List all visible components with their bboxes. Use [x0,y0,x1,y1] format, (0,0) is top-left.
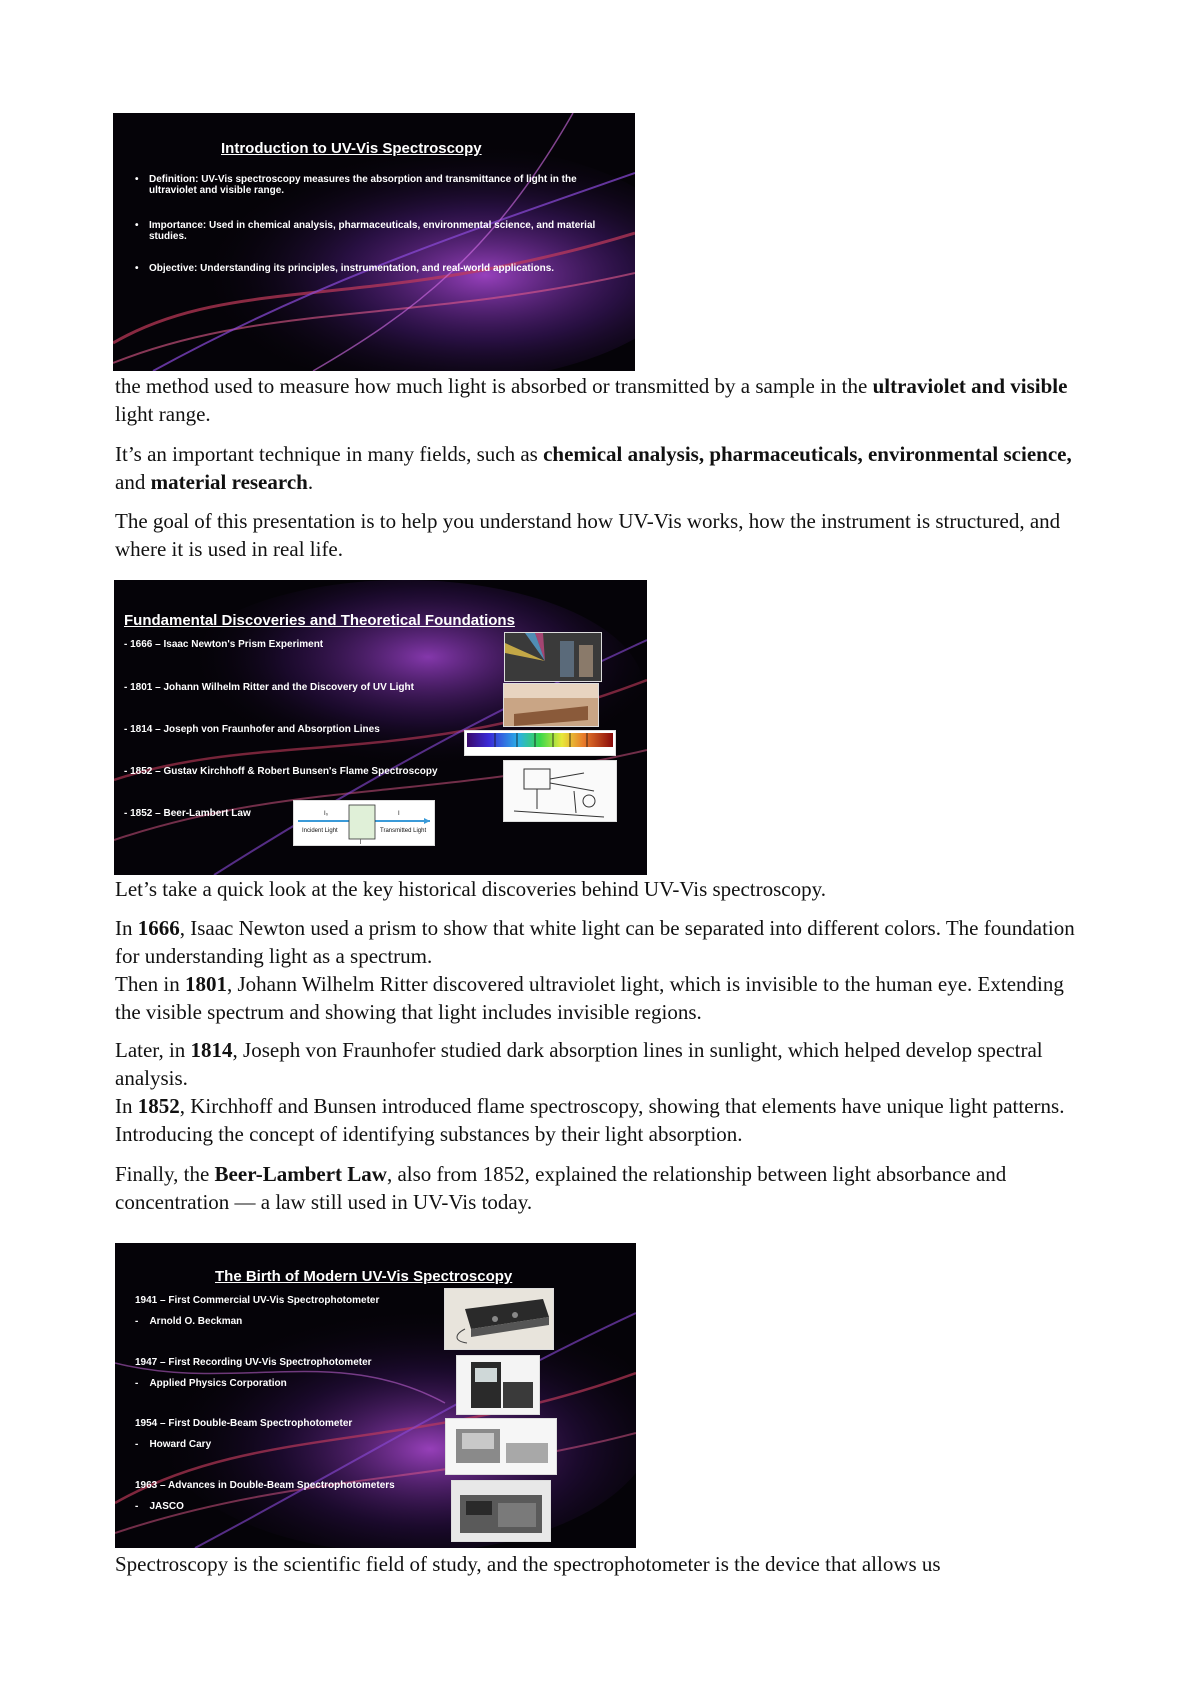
absorption-spectrum-image [464,730,616,756]
paragraph: Later, in 1814, Joseph von Fraunhofer studied dark absorption lines in sunlight, which helped develop spectral analysis. In 1852, Kirchhoff and Bunsen introduced flame spectroscopy, showing that elements have unique light patterns. Introducing the concept of identifying substances by their light absorption. [115,1038,1065,1146]
timeline-item-heading: 1947 – First Recording UV-Vis Spectrophotometer [135,1357,372,1368]
timeline-item: - 1852 – Beer-Lambert Law [124,808,251,819]
timeline-item-sub: - Arnold O. Beckman [135,1316,243,1327]
recording-spectrophotometer-photo [456,1355,540,1415]
slide-bullet: • Importance: Used in chemical analysis, pharmaceuticals, environmental science, and material studies. [135,220,596,242]
beckman-spectrophotometer-photo [444,1288,554,1350]
diagram-label-i: I [398,811,400,817]
slide-discoveries-image [114,580,647,875]
slide-title: Introduction to UV-Vis Spectroscopy [221,140,482,157]
slide-intro-image [113,113,635,371]
slide-bullet: • Definition: UV-Vis spectroscopy measures the absorption and transmittance of light in the ultraviolet and visible range. [135,174,577,196]
timeline-item: - 1852 – Gustav Kirchhoff & Robert Bunsen's Flame Spectroscopy [124,766,438,777]
paragraph: Spectroscopy is the scientific field of study, and the spectrophotometer is the device that allows us [115,1552,941,1576]
slide-title: Fundamental Discoveries and Theoretical Foundations [124,612,515,629]
paragraph: The goal of this presentation is to help you understand how UV-Vis works, how the instrument is structured, and where it is used in real life. [115,509,1061,561]
timeline-item-sub: - Applied Physics Corporation [135,1378,287,1389]
diagram-label-l: l [360,840,362,846]
cary-spectrophotometer-photo [445,1418,557,1475]
timeline-item-sub: - JASCO [135,1501,184,1512]
timeline-item-heading: 1941 – First Commercial UV-Vis Spectrophotometer [135,1295,380,1306]
diagram-label-transmitted: Transmitted Light [380,828,427,834]
slide-modern-uvvis-image [115,1243,636,1548]
timeline-item: - 1801 – Johann Wilhelm Ritter and the Discovery of UV Light [124,682,414,693]
jasco-spectrophotometer-photo [451,1480,551,1542]
timeline-item: - 1814 – Joseph von Fraunhofer and Absorption Lines [124,724,380,735]
bullet-dot-icon: • [135,220,139,231]
paragraph: It’s an important technique in many fields, such as chemical analysis, pharmaceuticals, environmental science, and material research. [115,442,1072,494]
beer-lambert-diagram [293,800,435,846]
paragraph: Finally, the Beer-Lambert Law, also from 1852, explained the relationship between light absorbance and concentration — a law still used in UV-Vis today. [115,1162,1007,1214]
timeline-item-heading: 1954 – First Double-Beam Spectrophotometer [135,1418,353,1429]
paragraph: Let’s take a quick look at the key historical discoveries behind UV-Vis spectroscopy. [115,877,827,901]
timeline-item-sub: - Howard Cary [135,1439,212,1450]
bullet-dot-icon: • [135,263,139,274]
diagram-label-incident: Incident Light [302,828,338,834]
timeline-item: - 1666 – Isaac Newton's Prism Experiment [124,639,324,650]
slide-bullet: • Objective: Understanding its principles, instrumentation, and real-world applications. [135,263,555,274]
paragraph: the method used to measure how much light is absorbed or transmitted by a sample in the ultraviolet and visible light range. [115,374,1068,426]
bullet-dot-icon: • [135,174,139,185]
ritter-experiment-photo [503,683,599,727]
timeline-item-heading: 1963 – Advances in Double-Beam Spectrophotometers [135,1480,395,1491]
flame-spectroscope-drawing [503,760,617,822]
slide-title: The Birth of Modern UV-Vis Spectroscopy [215,1268,513,1285]
diagram-label-i0: I₀ [324,811,329,817]
paragraph: In 1666, Isaac Newton used a prism to show that white light can be separated into different colors. The foundation for understanding light as a spectrum. Then in 1801, Johann Wilhelm Ritter discovered ultraviolet light, which is invisible to the human eye. Extending the visible spectrum and showing that light includes invisible regions. [115,916,1075,1024]
prism-experiment-photo [504,632,602,682]
